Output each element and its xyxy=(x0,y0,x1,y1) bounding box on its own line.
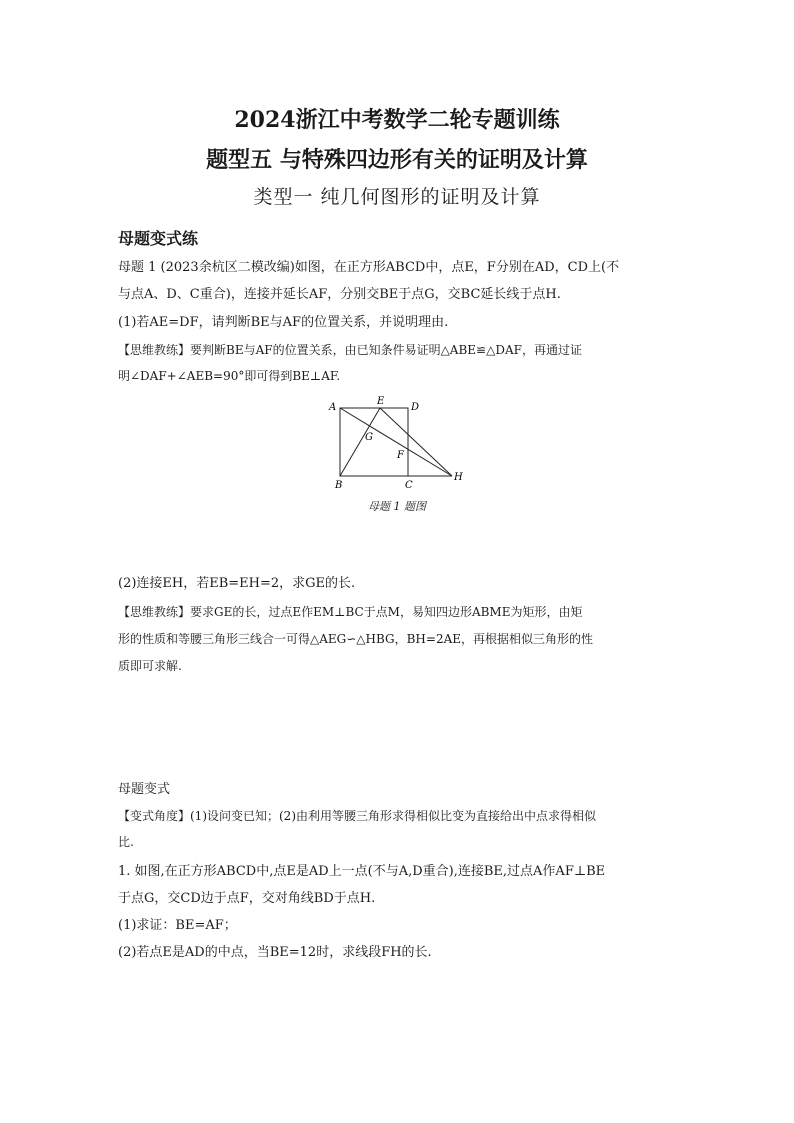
segment-ah xyxy=(340,408,452,476)
question-2: (2)连接EH，若EB=EH=2，求GE的长. xyxy=(118,576,356,591)
hint-1-line-1: 【思维教练】要判断BE与AF的位置关系，由已知条件易证明△ABE≌△DAF，再通过证 xyxy=(118,343,582,357)
variant-heading: 母题变式 xyxy=(118,782,171,797)
hint-2-line-2: 形的性质和等腰三角形三线合一可得△AEG∽△HBG，BH=2AE，再根据相似三角形的性 xyxy=(118,632,594,646)
type-title: 类型一 纯几何图形的证明及计算 xyxy=(253,186,541,208)
segment-eh xyxy=(380,408,452,476)
label-c: C xyxy=(405,480,413,491)
geometry-figure xyxy=(322,396,470,492)
document-title: 2024浙江中考数学二轮专题训练 xyxy=(234,107,560,133)
problem-line-2: 与点A、D、C重合)，连接并延长AF，分别交BE于点G，交BC延长线于点H. xyxy=(118,287,561,302)
section-heading: 母题变式练 xyxy=(118,229,199,248)
label-g: G xyxy=(365,432,373,443)
variant-angle-line-2: 比. xyxy=(118,835,134,849)
label-b: B xyxy=(335,480,343,491)
label-f: F xyxy=(397,450,404,461)
hint-2-line-3: 质即可求解. xyxy=(118,659,182,673)
variant-angle-line-1: 【变式角度】(1)设问变已知；(2)由利用等腰三角形求得相似比变为直接给出中点求得相似 xyxy=(118,809,596,823)
problem-line-1: 母题 1 (2023余杭区二模改编)如图，在正方形ABCD中，点E，F分别在AD，CD上(不 xyxy=(118,260,620,275)
variant-question-1: (1)求证：BE=AF； xyxy=(118,918,237,933)
segment-be xyxy=(340,408,380,476)
label-e: E xyxy=(377,396,385,407)
variant-problem-line-1: 1. 如图,在正方形ABCD中,点E是AD上一点(不与A,D重合),连接BE,过点A作AF⊥BE xyxy=(118,864,606,879)
question-1: (1)若AE=DF，请判断BE与AF的位置关系，并说明理由. xyxy=(118,315,449,330)
label-a: A xyxy=(329,402,337,413)
hint-2-line-1: 【思维教练】要求GE的长，过点E作EM⊥BC于点M，易知四边形ABME为矩形，由矩 xyxy=(118,605,583,619)
label-h: H xyxy=(454,472,463,483)
variant-question-2: (2)若点E是AD的中点，当BE=12时，求线段FH的长. xyxy=(118,945,432,960)
document-subtitle: 题型五 与特殊四边形有关的证明及计算 xyxy=(206,147,588,173)
hint-1-line-2: 明∠DAF+∠AEB=90°即可得到BE⊥AF. xyxy=(118,369,341,383)
figure-caption: 母题 1 题图 xyxy=(368,500,426,513)
label-d: D xyxy=(411,402,420,413)
variant-problem-line-2: 于点G，交CD边于点F，交对角线BD于点H. xyxy=(118,891,376,906)
